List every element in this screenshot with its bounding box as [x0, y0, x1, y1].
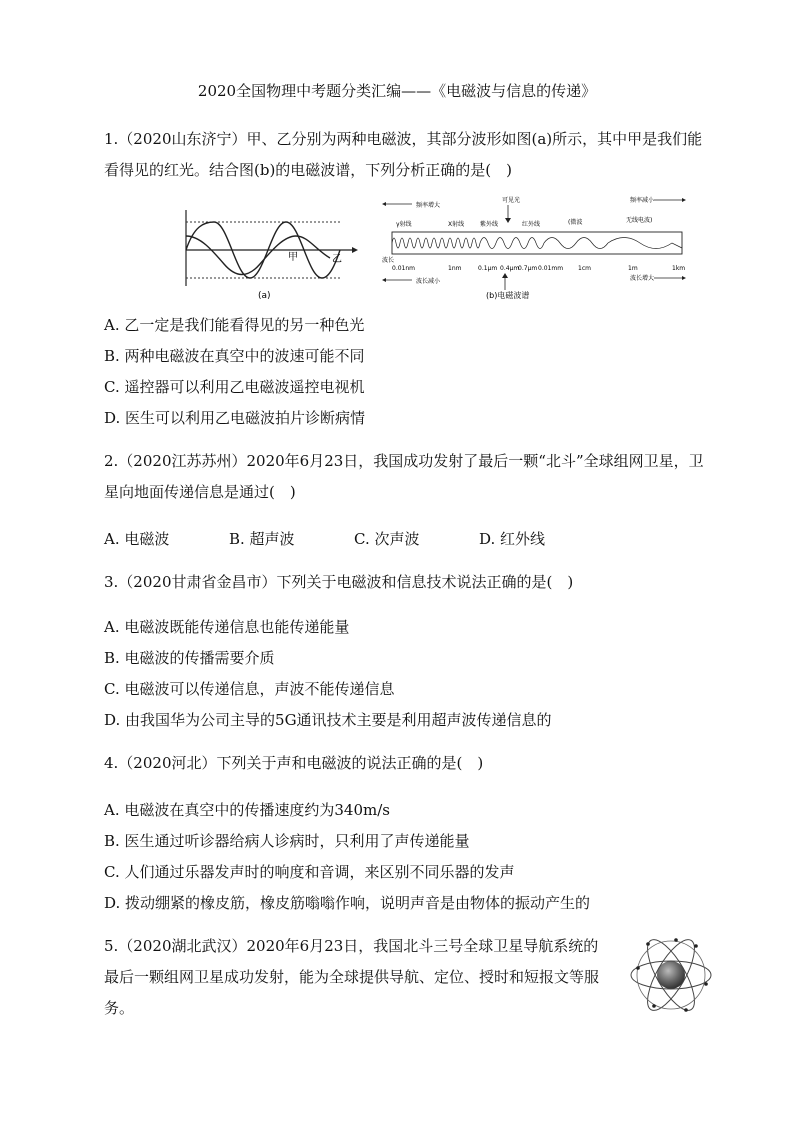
q2-options	[104, 528, 664, 549]
q1-option-b: B. 两种电磁波在真空中的波速可能不同	[104, 347, 365, 365]
page-title: 2020全国物理中考题分类汇编——《电磁波与信息的传递》	[197, 82, 597, 100]
band-xray: X射线	[448, 221, 465, 228]
figure-b-caption: (b)电磁波谱	[486, 291, 530, 300]
earth-icon	[657, 961, 685, 989]
question-3	[104, 567, 704, 598]
question-2	[104, 446, 704, 508]
scale-4: 0.7μm	[518, 265, 538, 272]
freq-down-label: 频率减小	[630, 197, 655, 204]
q1-option-d: D. 医生可以利用乙电磁波拍片诊断病情	[104, 409, 366, 427]
wave-label-jia: 甲	[288, 252, 298, 263]
q2-option-b: B. 超声波	[229, 530, 295, 548]
q1-option-a: A. 乙一定是我们能看得见的另一种色光	[104, 316, 365, 334]
satellite-orbits-image	[626, 930, 716, 1020]
question-stem: 1.（2020山东济宁）甲、乙分别为两种电磁波，其部分波形如图(a)所示，其中甲是我们能看得见的红光。结合图(b)的电磁波谱，下列分析正确的是( )	[104, 130, 703, 179]
scale-0: 0.01nm	[392, 265, 416, 272]
q3-option-a: A. 电磁波既能传递信息也能传递能量	[104, 618, 350, 636]
question-4	[104, 748, 704, 779]
figure-a-waveform	[180, 206, 360, 302]
q4-option-a: A. 电磁波在真空中的传播速度约为340m/s	[104, 801, 390, 819]
question-stem: 4.（2020河北）下列关于声和电磁波的说法正确的是( )	[104, 754, 484, 772]
figure-b-spectrum	[382, 192, 692, 304]
question-5	[104, 931, 609, 1024]
scale-5: 0.01mm	[538, 265, 564, 272]
q4-option-c: C. 人们通过乐器发声时的响度和音调，来区别不同乐器的发声	[104, 863, 515, 881]
q4-option-d: D. 拨动绷紧的橡皮筋，橡皮筋嗡嗡作响，说明声音是由物体的振动产生的	[104, 894, 591, 912]
figure-a-caption: (a)	[258, 291, 271, 301]
q3-option-b: B. 电磁波的传播需要介质	[104, 649, 275, 667]
scale-3: 0.4μm	[500, 265, 520, 272]
q2-option-d: D. 红外线	[479, 530, 546, 548]
scale-6: 1cm	[578, 265, 591, 272]
question-stem: 2.（2020江苏苏州）2020年6月23日，我国成功发射了最后一颗“北斗”全球组网卫星，卫星向地面传递信息是通过( )	[104, 452, 704, 501]
scale-1: 1nm	[448, 265, 462, 272]
wl-up-label: 波长增大	[630, 275, 655, 282]
band-uv: 紫外线	[480, 221, 499, 228]
question-stem: 3.（2020甘肃省金昌市）下列关于电磁波和信息技术说法正确的是( )	[104, 573, 574, 591]
wl-down-label: 波长减小	[416, 278, 441, 285]
band-radio: 无线电波)	[626, 217, 653, 224]
freq-up-label: 频率增大	[416, 202, 441, 209]
q4-option-b: B. 医生通过听诊器给病人诊病时，只利用了声传递能量	[104, 832, 470, 850]
q1-option-c: C. 遥控器可以利用乙电磁波遥控电视机	[104, 378, 365, 396]
question-stem: 5.（2020湖北武汉）2020年6月23日，我国北斗三号全球卫星导航系统的最后一颗组网卫星成功发射，能为全球提供导航、定位、授时和短报文等服务。	[104, 937, 600, 1017]
wavelength-label: 波长	[382, 257, 395, 264]
scale-8: 1km	[672, 265, 686, 272]
q2-option-a: A. 电磁波	[104, 530, 170, 548]
scale-7: 1m	[628, 265, 638, 272]
q3-option-d: D. 由我国华为公司主导的5G通讯技术主要是利用超声波传递信息的	[104, 711, 552, 729]
q3-option-c: C. 电磁波可以传递信息，声波不能传递信息	[104, 680, 395, 698]
band-microwave: (微波	[568, 219, 583, 226]
band-gamma: γ射线	[396, 221, 412, 228]
visible-label: 可见光	[502, 197, 521, 204]
band-infrared: 红外线	[522, 221, 541, 228]
q2-option-c: C. 次声波	[354, 530, 420, 548]
wave-label-yi: 乙	[332, 254, 342, 265]
scale-2: 0.1μm	[478, 265, 498, 272]
question-1	[104, 124, 704, 186]
